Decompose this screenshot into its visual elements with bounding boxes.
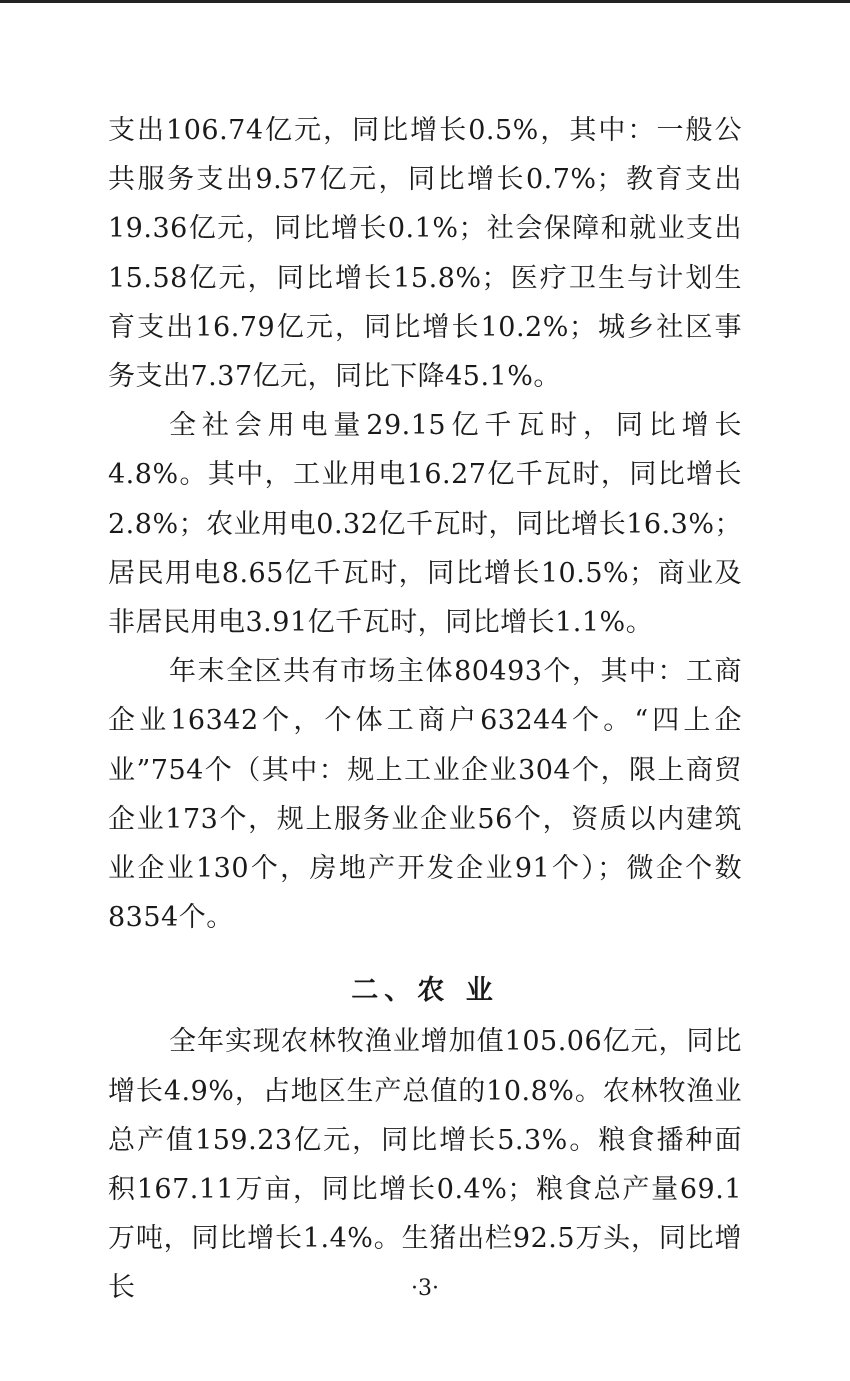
section-heading-agriculture: 二、农 业 <box>351 975 499 1007</box>
paragraph-fiscal-expenditure: 支出106.74亿元，同比增长0.5%，其中：一般公共服务支出9.57亿元，同比增长0.7%；教育支出19.36亿元，同比增长0.1%；社会保障和就业支出15.58亿元，同比增长15.8%；医疗卫生与计划生育支出16.79亿元，同比增长10.2%；城乡社区事务支出7.37亿元，同比下降45.1%。 <box>108 115 742 393</box>
document-body <box>108 106 742 1313</box>
top-border-rule <box>0 0 850 3</box>
page-number: ·3· <box>411 1276 439 1301</box>
paragraph-agriculture-output: 全年实现农林牧渔业增加值105.06亿元，同比增长4.9%，占地区生产总值的10.8%。农林牧渔业总产值159.23亿元，同比增长5.3%。粮食播种面积167.11万亩，同比增长0.4%；粮食总产量69.1万吨，同比增长1.4%。生猪出栏92.5万头，同比增长 <box>108 1026 742 1304</box>
paragraph-market-entities: 年末全区共有市场主体80493个，其中：工商企业16342个，个体工商户63244个。“四上企业”754个（其中：规上工业企业304个，限上商贸企业173个，规上服务业企业56个，资质以内建筑业企业130个，房地产开发企业91个）；微企个数8354个。 <box>108 656 742 934</box>
paragraph-electricity-consumption: 全社会用电量29.15亿千瓦时，同比增长4.8%。其中，工业用电16.27亿千瓦时，同比增长2.8%；农业用电0.32亿千瓦时，同比增长16.3%；居民用电8.65亿千瓦时，同比增长10.5%；商业及非居民用电3.91亿千瓦时，同比增长1.1%。 <box>108 410 742 639</box>
